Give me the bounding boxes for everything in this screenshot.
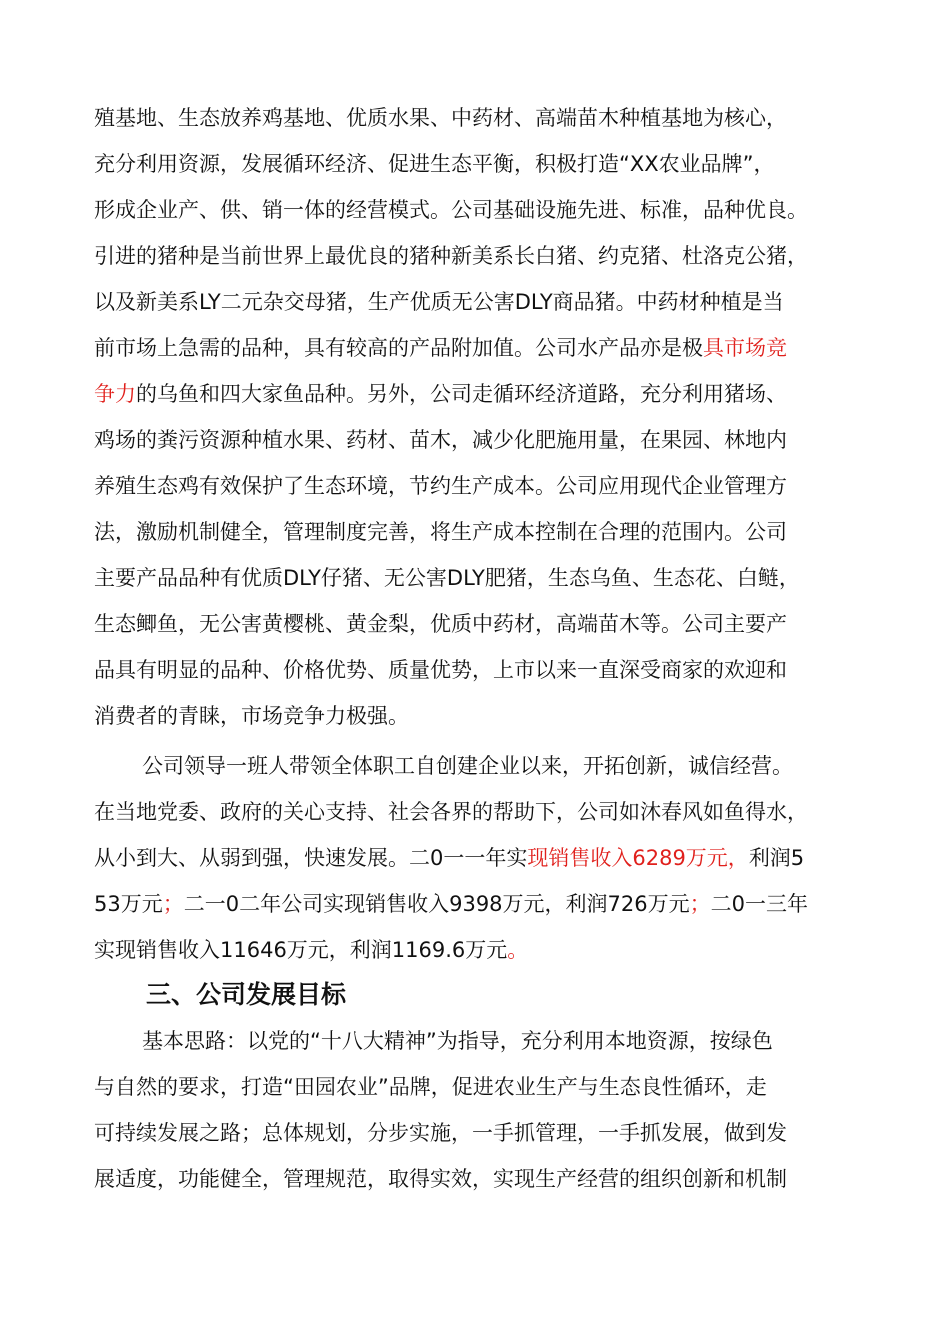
highlight-sales-2011: 现销售收入6289万元， bbox=[527, 846, 749, 870]
highlight-competitiveness-end: 争力 bbox=[94, 382, 136, 406]
paragraph1-line-14: 消费者的青睐，市场竞争力极强。 bbox=[94, 704, 409, 728]
highlight-competitiveness-start: 具市场竞 bbox=[703, 336, 787, 360]
highlight-semicolon-2: ； bbox=[689, 892, 711, 916]
paragraph2-line-3-text: 从小到大、从弱到强，快速发展。二0一一年实 bbox=[94, 846, 528, 870]
paragraph1-line-10: 法，激励机制健全，管理制度完善，将生产成本控制在合理的范围内。公司 bbox=[94, 520, 787, 544]
paragraph1-line-12: 生态鲫鱼，无公害黄樱桃、黄金梨，优质中药材，高端苗木等。公司主要产 bbox=[94, 612, 787, 636]
paragraph2-line-4 bbox=[94, 881, 854, 927]
paragraph2-line-1: 公司领导一班人带领全体职工自创建企业以来，开拓创新，诚信经营。 bbox=[142, 754, 793, 778]
paragraph1-line-5: 以及新美系LY二元杂交母猪，生产优质无公害DLY商品猪。中药材种植是当 bbox=[94, 290, 784, 314]
paragraph2-line-2: 在当地党委、政府的关心支持、社会各界的帮助下，公司如沐春风如鱼得水， bbox=[94, 800, 808, 824]
paragraph2-line-4-text-a: 53万元 bbox=[94, 892, 163, 916]
paragraph3-line-1: 基本思路：以党的“十八大精神”为指导，充分利用本地资源，按绿色 bbox=[142, 1029, 773, 1053]
paragraph2-line-3-profit: 利润5 bbox=[748, 846, 805, 870]
paragraph2-line-5-text: 实现销售收入11646万元，利润1169.6万元 bbox=[94, 938, 508, 962]
highlight-semicolon-1: ； bbox=[162, 892, 184, 916]
section-heading-development-goals: 三、公司发展目标 bbox=[146, 980, 347, 1009]
paragraph1-line-6-text: 前市场上急需的品种，具有较高的产品附加值。公司水产品亦是极 bbox=[94, 336, 703, 360]
paragraph1-line-7 bbox=[94, 371, 854, 417]
paragraph2-line-3 bbox=[94, 835, 854, 881]
paragraph1-line-11: 主要产品品种有优质DLY仔猪、无公害DLY肥猪，生态乌鱼、生态花、白鲢， bbox=[94, 566, 800, 590]
paragraph1-line-7-text: 的乌鱼和四大家鱼品种。另外，公司走循环经济道路，充分利用猪场、 bbox=[136, 382, 787, 406]
paragraph1-line-13: 品具有明显的品种、价格优势、质量优势，上市以来一直深受商家的欢迎和 bbox=[94, 658, 787, 682]
paragraph3-line-2: 与自然的要求，打造“田园农业”品牌，促进农业生产与生态良性循环，走 bbox=[94, 1075, 767, 1099]
paragraph3-line-3: 可持续发展之路；总体规划，分步实施，一手抓管理，一手抓发展，做到发 bbox=[94, 1121, 787, 1145]
paragraph2-line-5 bbox=[94, 927, 854, 973]
highlight-period: 。 bbox=[507, 938, 529, 962]
paragraph2-line-4-text-c: 二0一三年 bbox=[710, 892, 808, 916]
paragraph3-line-4: 展适度，功能健全，管理规范，取得实效，实现生产经营的组织创新和机制 bbox=[94, 1167, 787, 1191]
paragraph1-line-3: 形成企业产、供、销一体的经营模式。公司基础设施先进、标准，品种优良。 bbox=[94, 198, 808, 222]
paragraph1-line-8: 鸡场的粪污资源种植水果、药材、苗木，减少化肥施用量，在果园、林地内 bbox=[94, 428, 787, 452]
paragraph1-line-4: 引进的猪种是当前世界上最优良的猪种新美系长白猪、约克猪、杜洛克公猪， bbox=[94, 244, 808, 268]
paragraph2-line-4-text-b: 二一0二年公司实现销售收入9398万元，利润726万元 bbox=[183, 892, 690, 916]
paragraph1-line-9: 养殖生态鸡有效保护了生态环境，节约生产成本。公司应用现代企业管理方 bbox=[94, 474, 787, 498]
paragraph1-line-6 bbox=[94, 325, 854, 371]
paragraph1-line-2: 充分利用资源，发展循环经济、促进生态平衡，积极打造“XX农业品牌”， bbox=[94, 152, 775, 176]
paragraph1-line-1: 殖基地、生态放养鸡基地、优质水果、中药材、高端苗木种植基地为核心， bbox=[94, 106, 787, 130]
